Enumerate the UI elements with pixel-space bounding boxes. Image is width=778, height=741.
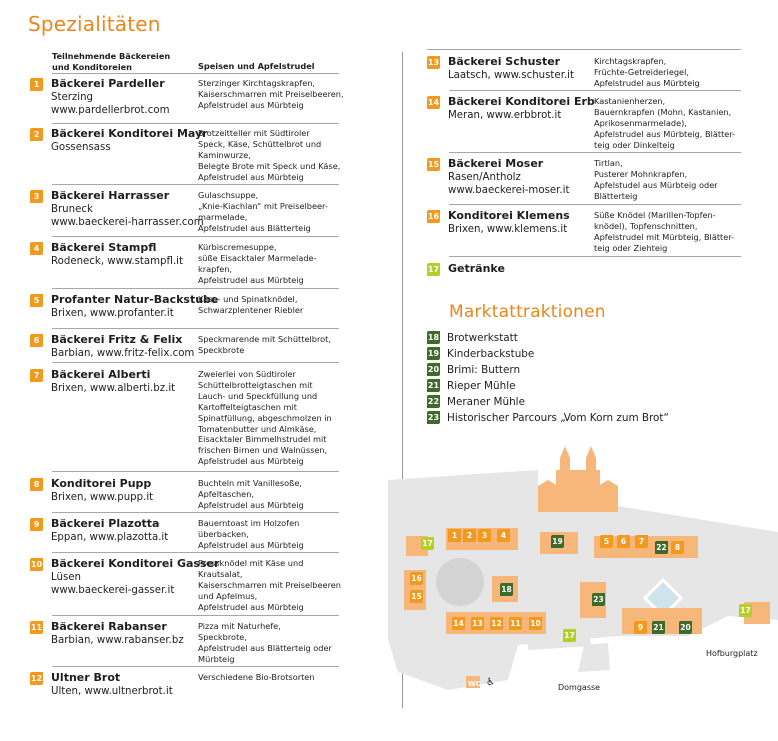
- bakery-location: www.baeckerei-gasser.it: [51, 585, 175, 597]
- wheelchair-icon: ♿: [486, 677, 495, 688]
- bakery-location: Meran, www.erbbrot.it: [448, 110, 562, 121]
- number-badge: 12: [30, 674, 43, 683]
- bakery-dishes: Pizza mit Naturhefe, Speckbrote, Apfelstrudel aus Blätterteig oder Mürbteig: [198, 621, 332, 664]
- bakery-location: Lüsen: [51, 572, 81, 583]
- bakery-name: Bäckerei Konditorei Mayr: [51, 127, 208, 140]
- number-badge: 1: [30, 78, 43, 91]
- bakery-name: Bäckerei Konditorei Gasser: [51, 557, 220, 570]
- number-badge: 2: [30, 128, 43, 141]
- list-item-bakery: [30, 368, 175, 395]
- row-divider: [449, 204, 741, 205]
- attraction-label: Historischer Parcours „Vom Korn zum Brot“: [447, 411, 669, 424]
- number-badge: 7: [30, 369, 43, 382]
- map-marker: 13: [472, 619, 483, 628]
- number-badge: 11: [30, 623, 43, 632]
- bakery-location: Sterzing: [51, 92, 94, 103]
- page-title: Spezialitäten: [28, 12, 161, 36]
- number-badge: 18: [427, 333, 440, 342]
- column-header-dishes: Speisen und Apfelstrudel: [198, 61, 315, 71]
- bakery-location: Brixen, www.klemens.it: [448, 224, 568, 235]
- bakery-location: Barbian, www.rabanser.bz: [51, 635, 184, 646]
- number-badge: 4: [30, 242, 43, 255]
- street-label-domgasse: Domgasse: [558, 683, 601, 692]
- bakery-location: Rodeneck, www.stampfl.it: [51, 256, 184, 267]
- bakery-name: Bäckerei Alberti: [51, 368, 151, 381]
- list-item-bakery: [30, 127, 208, 154]
- list-item-bakery: [427, 209, 570, 236]
- number-badge: 22: [427, 397, 440, 406]
- list-item-bakery: [30, 333, 194, 360]
- bakery-dishes: Kastanienherzen, Bauernkrapfen (Mohn, Kastanien, Aprikosenmarmelade), Apfelstrudel aus Mürbteig, Blätter- teig oder Dinkelteig: [594, 96, 736, 150]
- number-badge: 21: [427, 381, 440, 390]
- row-divider: [52, 288, 339, 289]
- map-marker: 11: [510, 619, 521, 628]
- list-item-bakery: [30, 671, 173, 698]
- row-divider: [52, 184, 339, 185]
- row-divider: [52, 123, 339, 124]
- bakery-name: Bäckerei Stampfl: [51, 241, 157, 254]
- map-marker: 3: [478, 529, 491, 542]
- bakery-name: Ultner Brot: [51, 671, 121, 684]
- list-item-bakery: [30, 241, 183, 268]
- attraction-item: [427, 395, 525, 408]
- number-badge: 23: [427, 413, 440, 422]
- map-marker: 9: [634, 621, 647, 634]
- map-marker: 17: [740, 606, 751, 615]
- bakery-location: Brixen, www.pupp.it: [51, 492, 154, 503]
- number-badge: 20: [427, 365, 440, 374]
- bakery-name: Bäckerei Plazotta: [51, 517, 160, 530]
- map-marker: 14: [453, 619, 464, 628]
- attraction-item: [427, 363, 520, 376]
- bakery-dishes: Gulaschsuppe, „Knie-Kiachlan“ mit Preiselbeer- marmelade, Apfelstrudel aus Blätterteig: [198, 190, 328, 233]
- map-marker: 17: [564, 631, 575, 640]
- list-item-bakery: [30, 517, 168, 544]
- bakery-dishes: Kürbiscremesuppe, süße Eisacktaler Marmelade- krapfen, Apfelstrudel aus Mürbteig: [198, 242, 317, 285]
- bakery-dishes: Käse- und Spinatknödel, Schwarzplentener Riebler: [198, 294, 304, 315]
- bakery-name: Profanter Natur-Backstube: [51, 293, 219, 306]
- number-badge: 10: [30, 560, 43, 569]
- number-badge: 15: [427, 160, 440, 169]
- row-divider: [449, 256, 741, 257]
- number-badge: 6: [30, 334, 43, 347]
- row-divider: [52, 552, 339, 553]
- map-marker: 19: [552, 537, 563, 546]
- map-marker: 22: [656, 543, 667, 552]
- map-marker: 2: [463, 529, 476, 542]
- row-divider: [52, 512, 339, 513]
- bakery-location: Bruneck: [51, 204, 93, 215]
- bakery-name: Konditorei Klemens: [448, 209, 570, 222]
- attraction-label: Brimi: Buttern: [447, 363, 521, 376]
- bakery-location: Brixen, www.alberti.bz.it: [51, 383, 176, 394]
- list-item-bakery: [30, 189, 204, 229]
- number-badge: 17: [427, 265, 440, 274]
- list-item-bakery: [30, 77, 170, 117]
- cathedral-icon: [538, 446, 618, 512]
- bakery-location: Brixen, www.profanter.it: [51, 308, 174, 319]
- row-divider: [52, 666, 339, 667]
- number-badge: 14: [427, 98, 440, 107]
- bakery-location: www.baeckerei-harrasser.com: [51, 217, 204, 229]
- bakery-name: Bäckerei Konditorei Erb: [448, 95, 595, 108]
- number-badge: 8: [30, 478, 43, 491]
- number-badge: 16: [427, 212, 440, 221]
- number-badge: 19: [427, 349, 440, 358]
- bakery-dishes: Verschiedene Bio-Brotsorten: [198, 672, 315, 682]
- market-map: [388, 440, 778, 710]
- attraction-label: Meraner Mühle: [447, 395, 525, 408]
- street-label-hofburgplatz: Hofburgplatz: [706, 649, 758, 658]
- bakery-dishes: Brotzeitteller mit Südtiroler Speck, Käse, Schüttelbrot und Kaminwurze, Belegte Brote mit Speck und Käse, Apfelstrudel aus Mürbteig: [198, 128, 341, 182]
- list-item-bakery: [30, 557, 219, 597]
- bakery-location: Gossensass: [51, 142, 111, 153]
- map-marker: 18: [501, 585, 512, 594]
- list-item-bakery: [427, 157, 569, 197]
- bakery-location: Laatsch, www.schuster.it: [448, 70, 575, 81]
- attraction-item: [427, 331, 518, 344]
- map-marker: 16: [411, 574, 422, 583]
- bakery-dishes: Süße Knödel (Marillen-Topfen- knödel), Topfenschnitten, Apfelstrudel mit Mürbteig, Blätter- teig oder Ziehteig: [594, 210, 735, 253]
- bakery-name: Bäckerei Fritz & Felix: [51, 333, 183, 346]
- row-divider: [449, 90, 741, 91]
- map-marker: 8: [671, 541, 684, 554]
- map-marker: 4: [497, 529, 510, 542]
- list-item-bakery: [30, 477, 153, 504]
- column-header-bakeries: Teilnehmende Bäckereien und Konditoreien: [52, 51, 171, 72]
- row-divider: [449, 152, 741, 153]
- bakery-dishes: Pressknödel mit Käse und Krautsalat, Kaiserschmarren mit Preiselbeeren und Apfelmus, Apfelstrudel aus Mürbteig: [198, 558, 341, 612]
- map-marker: 10: [530, 619, 541, 628]
- row-divider: [52, 615, 339, 616]
- list-item-bakery: [30, 620, 184, 647]
- row-divider: [52, 328, 339, 329]
- bakery-location: www.pardellerbrot.com: [51, 105, 170, 117]
- bakery-dishes: Tirtlan, Pusterer Mohnkrapfen, Apfelstudel aus Mürbteig oder Blätterteig: [594, 158, 718, 201]
- list-item-bakery: [427, 95, 595, 122]
- map-marker: 17: [422, 539, 433, 548]
- number-badge: 3: [30, 190, 43, 203]
- bakery-name: Bäckerei Harrasser: [51, 189, 170, 202]
- list-item-bakery: [427, 55, 574, 82]
- bakery-location: Rasen/Antholz: [448, 172, 521, 183]
- number-badge: 13: [427, 58, 440, 67]
- attraction-label: Rieper Mühle: [447, 379, 516, 392]
- bakery-dishes: Zweierlei von Südtiroler Schüttelbrotteigtaschen mit Lauch- und Speckfüllung und Kartoffelteigtaschen mit Spinatfüllung, abgeschmolzen in Tomatenbutter und Almkäse, Eisacktaler Bimmelhstrudel mit frischen Birnen und Walnüssen, Apfelstrudel aus Mürbteig: [198, 369, 332, 467]
- map-marker: 15: [411, 592, 422, 601]
- bakery-location: Eppan, www.plazotta.it: [51, 532, 169, 543]
- map-marker: 20: [680, 623, 691, 632]
- map-marker: 23: [593, 595, 604, 604]
- bakery-dishes: Sterzinger Kirchtagskrapfen, Kaiserschmarren mit Preiselbeeren, Apfelstrudel aus Mürbteig: [198, 78, 344, 110]
- bakery-dishes: Buchteln mit Vanillesoße, Apfeltaschen, Apfelstrudel aus Mürbteig: [198, 478, 304, 510]
- bakery-name: Konditorei Pupp: [51, 477, 152, 490]
- list-item-bakery: [30, 293, 218, 320]
- attraction-item: [427, 379, 515, 392]
- map-marker: 5: [600, 535, 613, 548]
- bakery-location: Ulten, www.ultnerbrot.it: [51, 686, 173, 697]
- number-badge: 9: [30, 518, 43, 531]
- bakery-name: Bäckerei Schuster: [448, 55, 561, 68]
- bakery-location: Barbian, www.fritz-felix.com: [51, 348, 195, 359]
- row-divider: [52, 471, 339, 472]
- map-marker: 6: [617, 535, 630, 548]
- map-marker: 1: [448, 529, 461, 542]
- map-marker: 12: [491, 619, 502, 628]
- bakery-name: Bäckerei Moser: [448, 157, 544, 170]
- attraction-label: Brotwerkstatt: [447, 331, 518, 344]
- list-item-drinks: [427, 262, 505, 276]
- attractions-title: Marktattraktionen: [449, 302, 606, 322]
- bakery-name: Bäckerei Rabanser: [51, 620, 167, 633]
- attraction-label: Kinderbackstube: [447, 347, 535, 360]
- number-badge: 5: [30, 294, 43, 307]
- row-divider: [52, 236, 339, 237]
- bakery-location: www.baeckerei-moser.it: [448, 185, 570, 197]
- drinks-label: Getränke: [448, 262, 505, 275]
- map-marker: 21: [653, 623, 664, 632]
- fountain-circle: [436, 558, 484, 606]
- bakery-dishes: Bauerntoast im Holzofen überbacken, Apfelstrudel aus Mürbteig: [198, 518, 304, 550]
- bakery-dishes: Speckmarende mit Schüttelbrot, Speckbrote: [198, 334, 331, 355]
- row-divider: [52, 362, 339, 363]
- map-marker: 7: [635, 535, 648, 548]
- attraction-item: [427, 411, 669, 424]
- bakery-name: Bäckerei Pardeller: [51, 77, 165, 90]
- wc-label: WC: [468, 680, 481, 688]
- header-divider: [52, 73, 339, 74]
- attraction-item: [427, 347, 534, 360]
- bakery-dishes: Kirchtagskrapfen, Früchte-Getreideriegel, Apfelstrudel aus Mürbteig: [594, 56, 700, 88]
